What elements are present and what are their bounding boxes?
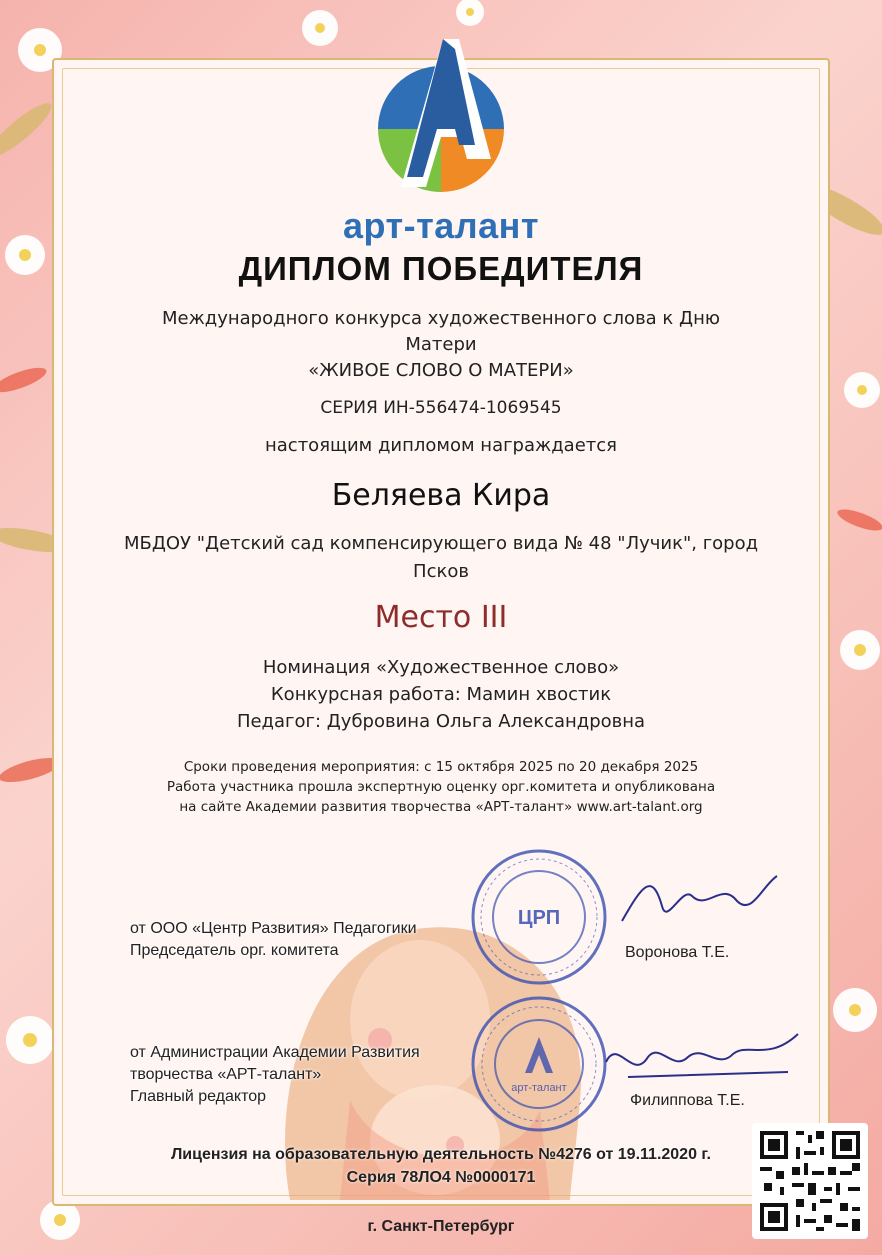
signature-2-name: Филиппова Т.Е. <box>630 1092 745 1109</box>
teacher: Педагог: Дубровина Ольга Александровна <box>236 711 646 732</box>
art-talant-stamp <box>470 995 608 1133</box>
signature-voronova <box>612 866 782 936</box>
signature-filippova <box>598 1022 808 1092</box>
signature-1-name: Воронова Т.Е. <box>625 944 730 961</box>
crp-stamp <box>470 848 608 986</box>
contest-work: Конкурсная работа: Мамин хвостик <box>270 684 612 705</box>
license-line-2: Серия 78ЛО4 №0000171 <box>346 1169 536 1186</box>
art-talant-logo <box>371 37 511 197</box>
series-number: СЕРИЯ ИН-556474-1069545 <box>320 398 562 418</box>
organization <box>0 530 882 586</box>
signature-2-line-3: Главный редактор <box>130 1088 267 1105</box>
signature-block-1 <box>130 918 417 962</box>
brand-name: арт-талант <box>342 205 540 246</box>
nomination: Номинация «Художественное слово» <box>262 657 620 678</box>
event-terms <box>0 757 882 817</box>
signature-2-line-2: творчества «АРТ-талант» <box>130 1066 322 1083</box>
contest-line-1: Международного конкурса художественного слова к Дню Матери <box>161 308 721 355</box>
qr-code <box>752 1123 868 1239</box>
place: Место III <box>374 600 508 635</box>
terms-line-3: на сайте Академии развития творчества «АРТ-талант» www.art-talant.org <box>179 799 703 815</box>
awarded-text: настоящим дипломом награждается <box>265 435 617 456</box>
diploma-title: ДИПЛОМ ПОБЕДИТЕЛЯ <box>238 250 644 287</box>
terms-line-1: Сроки проведения мероприятия: с 15 октября 2025 по 20 декабря 2025 <box>183 759 699 775</box>
contest-line-2: «ЖИВОЕ СЛОВО О МАТЕРИ» <box>308 360 574 381</box>
art-talant-stamp-text: арт-талант <box>511 1082 567 1094</box>
terms-line-2: Работа участника прошла экспертную оценку орг.комитета и опубликована <box>166 779 716 795</box>
recipient-name: Беляева Кира <box>331 478 551 513</box>
signature-1-line-2: Председатель орг. комитета <box>130 942 339 959</box>
award-details <box>0 654 882 735</box>
contest-name <box>0 306 882 384</box>
license-line-1: Лицензия на образовательную деятельность №4276 от 19.11.2020 г. <box>171 1146 711 1163</box>
organization-text: МБДОУ "Детский сад компенсирующего вида № 48 "Лучик", город Псков <box>123 533 759 582</box>
signature-1-line-1: от ООО «Центр Развития» Педагогики <box>130 920 417 937</box>
license <box>0 1143 882 1189</box>
signature-block-2 <box>130 1042 420 1108</box>
crp-stamp-text: ЦРП <box>517 907 561 929</box>
city: г. Санкт-Петербург <box>367 1218 515 1235</box>
signature-2-line-1: от Администрации Академии Развития <box>130 1044 420 1061</box>
